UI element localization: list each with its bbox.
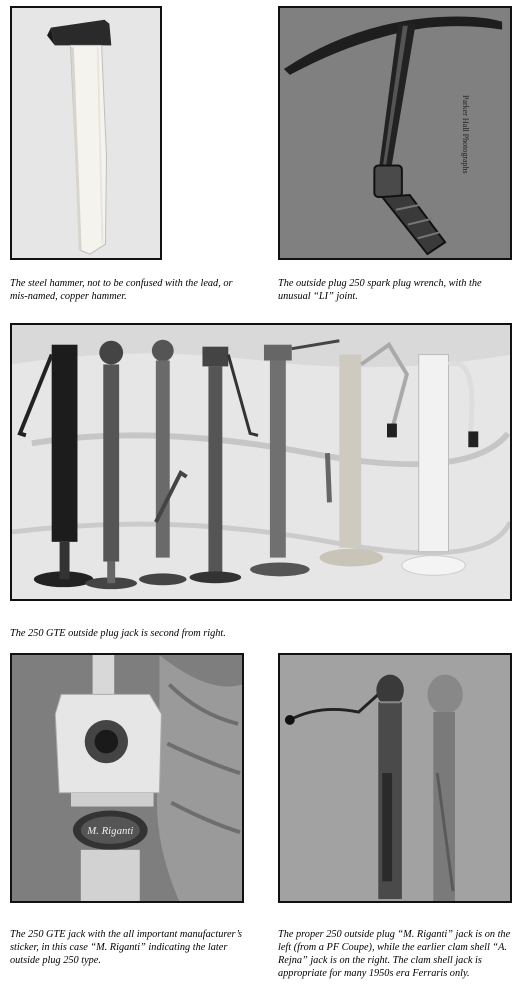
sticker-label: M. Riganti xyxy=(87,825,134,838)
comparison-photo xyxy=(278,653,512,903)
hammer-photo xyxy=(10,6,162,260)
riganti-jack xyxy=(376,675,404,899)
wrench-caption: The outside plug 250 spark plug wrench, with the unusual “LI” joint. xyxy=(278,278,482,302)
comparison-caption: The proper 250 outside plug “M. Riganti” jack is on the left (from a PF Coupe), while the earlier clam shell “A. Rejna” jack is on the right. The clam shell jack is appropriate for many 1950s era Ferraris only. xyxy=(278,929,511,979)
wrench-photo xyxy=(278,6,512,260)
sticker-caption: The 250 GTE jack with the all important manufacturer’s sticker, in this case “M. Riganti” indicating the later outside plug 250 type. xyxy=(10,929,243,966)
hammer-caption: The steel hammer, not to be confused with the lead, or mis-named, copper hammer. xyxy=(10,278,233,302)
photo-credit: Parker Hall Photographs xyxy=(461,95,470,174)
jacks-caption: The 250 GTE outside plug jack is second from right. xyxy=(10,628,226,639)
sticker-photo xyxy=(10,653,244,903)
jacks-photo xyxy=(10,323,512,601)
